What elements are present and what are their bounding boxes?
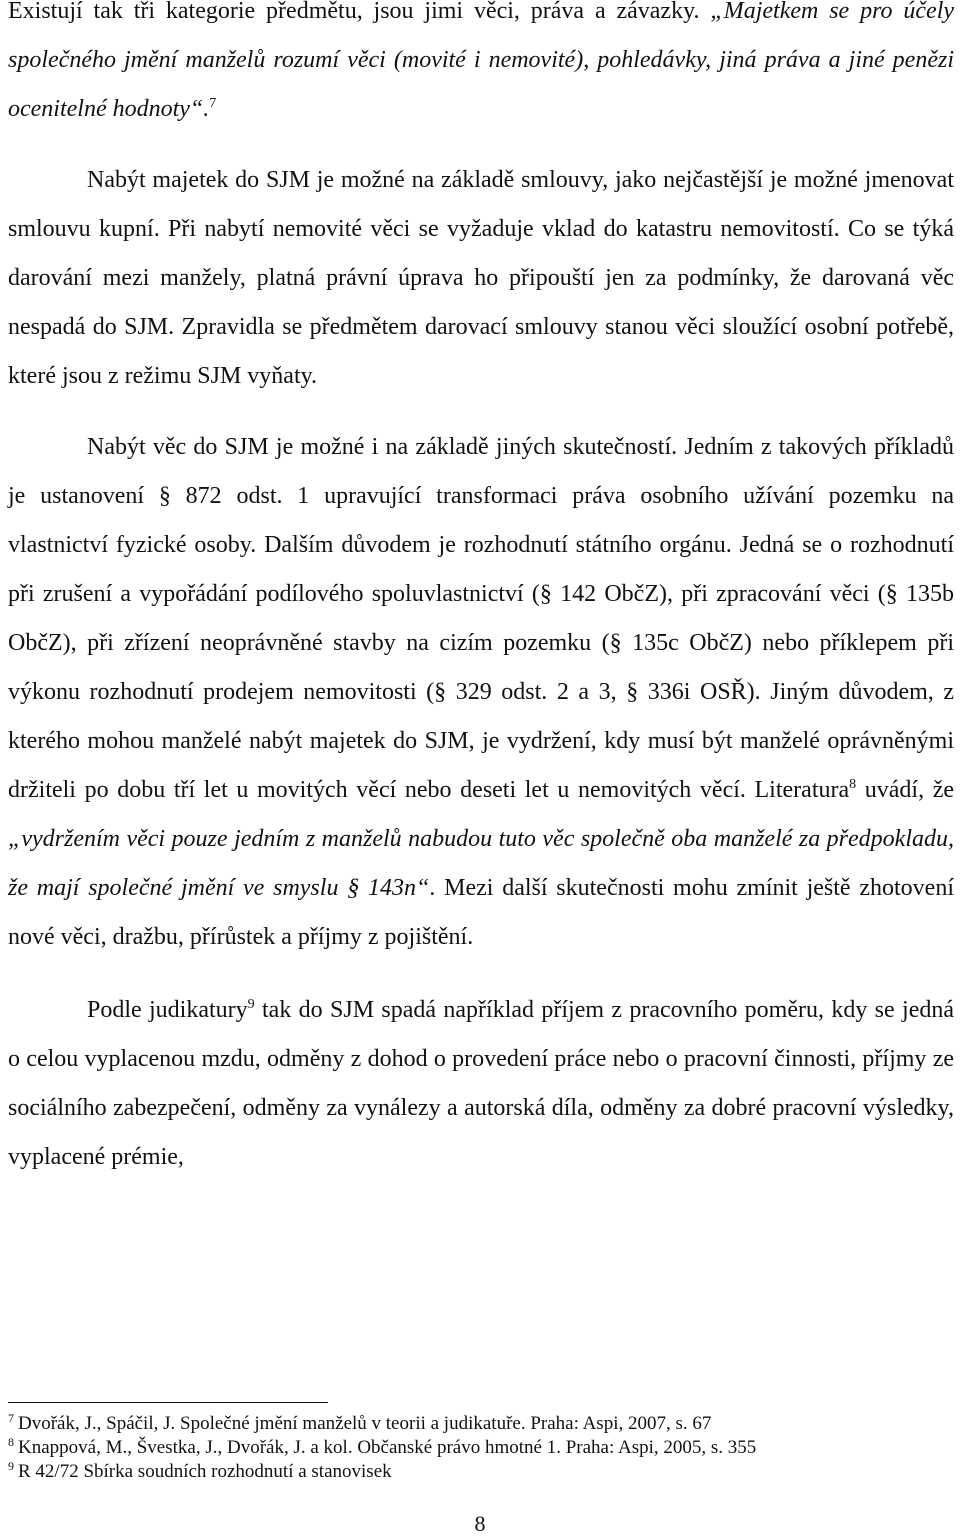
document-page [8,0,954,1182]
footnote-reference: 8 [849,777,857,792]
paragraph-other-facts [8,423,954,962]
paragraph-case-law [8,986,954,1182]
paragraph-text: uvádí, že [856,777,955,803]
footnote-reference: 9 [247,997,255,1012]
paragraph-text: Nabýt věc do SJM je možné i na základě jiných skutečností. Jedním z takových příkladů je ustanovení § 872 odst. 1 upravující transformaci práva osobního užívání pozemku na vlastnictví fyzické osoby. Dalším důvodem je rozhodnutí státního orgánu. Jedná se o rozhodnutí při zrušení a vypořádání podílového spoluvlastnictví (§ 142 ObčZ), při zpracování věci (§ 135b ObčZ), při zřízení neoprávněné stavby na cizím pozemku (§ 135c ObčZ) nebo příklepem při výkonu rozhodnutí prodejem nemovitosti (§ 329 odst. 2 a 3, § 336i OSŘ). Jiným důvodem, z kterého mohou manželé nabýt majetek do SJM, je vydržení, kdy musí být manželé oprávněnými držiteli po dobu tří let u movitých věcí nebo deseti let u nemovitých věcí. Literatura [8,434,954,803]
footnote-number: 8 [8,1434,14,1449]
footnote-text: Dvořák, J., Spáčil, J. Společné jmění manželů v teorii a judikatuře. Praha: Aspi, 2007, s. 67 [18,1413,712,1434]
page-number: 8 [474,1511,486,1536]
paragraph-text: Podle judikatury [87,997,248,1023]
quotation-italic: „Majetkem se pro účely společného jmění manželů rozumí věci (movité i nemovité), pohledávky, jiná práva a jiné penězi ocenitelné hodnoty“. [8,0,955,122]
quotation-italic: „vydržením věci pouze jedním z manželů nabudou tuto věc společně oba manželé za předpokladu, že mají společné jmění ve smyslu § 143n“ [8,826,954,901]
paragraph-categories [8,0,954,134]
footnote-9 [8,1460,954,1484]
paragraph-text: tak do SJM spadá například příjem z pracovního poměru, kdy se jedná o celou vyplacenou mzdu, odměny z dohod o provedení práce nebo o pracovní činnosti, příjmy ze sociálního zabezpečení, odměny za vynálezy a autorská díla, odměny za dobré pracovní výsledky, vyplacené prémie, [8,997,954,1170]
paragraph-text: Existují tak tři kategorie předmětu, jsou jimi věci, práva a závazky. [8,0,711,24]
footnote-7 [8,1412,954,1436]
footnote-number: 9 [8,1458,14,1473]
footnote-reference: 7 [209,96,217,111]
footnote-separator [8,1402,328,1403]
paragraph-text: . Mezi další skutečnosti mohu zmínit ještě zhotovení nové věci, dražbu, přírůstek a příjmy z pojištění. [8,875,954,950]
footnote-text: Knappová, M., Švestka, J., Dvořák, J. a kol. Občanské právo hmotné 1. Praha: Aspi, 2005, s. 355 [18,1437,757,1458]
footnote-number: 7 [8,1410,14,1425]
footnote-text: R 42/72 Sbírka soudních rozhodnutí a stanovisek [18,1461,392,1482]
footnote-8 [8,1436,954,1460]
paragraph-contract: Nabýt majetek do SJM je možné na základě smlouvy, jako nejčastější je možné jmenovat smlouvu kupní. Při nabytí nemovité věci se vyžaduje vklad do katastru nemovitostí. Co se týká darování mezi manžely, platná právní úprava ho připouští jen za podmínky, že darovaná věc nespadá do SJM. Zpravidla se předmětem darovací smlouvy stanou věci sloužící osobní potřebě, které jsou z režimu SJM vyňaty. [8,167,954,389]
footnotes [8,1412,954,1484]
